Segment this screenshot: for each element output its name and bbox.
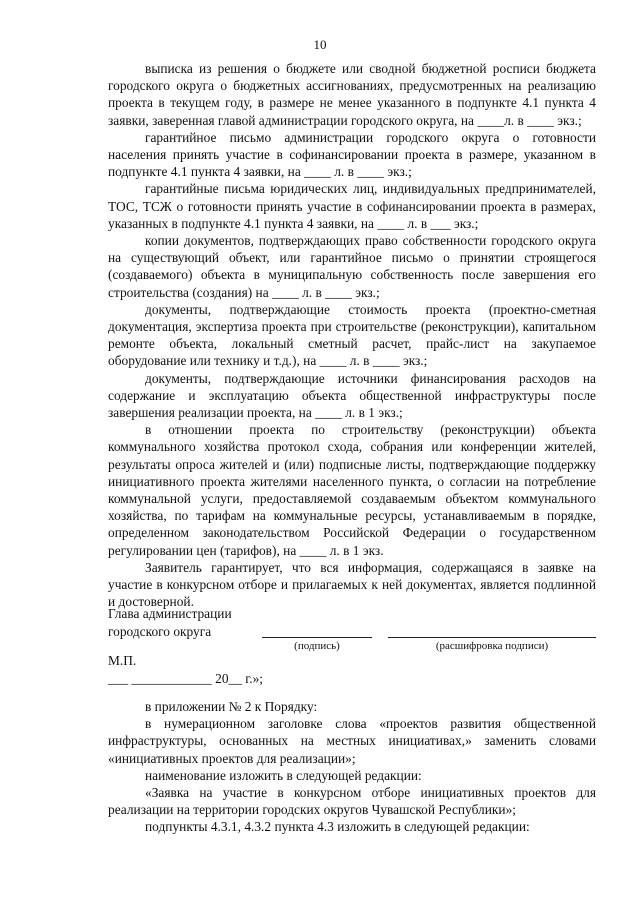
- paragraph: подпункты 4.3.1, 4.3.2 пункта 4.3 изложить в следующей редакции:: [145, 819, 530, 835]
- page-number: 10: [313, 37, 327, 52]
- signature-line: [262, 637, 372, 638]
- paragraph: гарантийное письмо администрации городского округа о готовности населения принять участие в софинансировании проекта в размере, указанном в подпункте 4.1 пункта 4 заявки, на ____ л. в ____ экз.;: [108, 129, 596, 180]
- paragraph: в приложении № 2 к Порядку:: [145, 699, 318, 714]
- signature-caption: (подпись): [294, 640, 340, 652]
- paragraph: документы, подтверждающие источники финансирования расходов на содержание и эксплуатацию объекта общественной инфраструктуры после завершения реализации проекта, на ____ л. в 1 экз.;: [108, 370, 596, 421]
- amendment-text: [108, 698, 596, 836]
- date-line: ___ ____________ 20__ г.»;: [108, 671, 263, 686]
- paragraph: наименование изложить в следующей редакции:: [145, 767, 422, 783]
- paragraph: копии документов, подтверждающих право собственности городского округа на существующий объект, или гарантийное письмо о принятии строящегося (создаваемого) объекта в муниципальную собственность после завершения его строительства (создания) на ____ л. в ____ экз.;: [108, 233, 596, 300]
- name-line: [388, 637, 596, 638]
- signature-title-1: Глава администрации: [108, 606, 232, 621]
- paragraph: выписка из решения о бюджете или сводной бюджетной росписи бюджета городского округа о бюджетных ассигнованиях, предусмотренных на реализацию проекта в текущем году, в размере не менее указанного в подпункте 4.1 пункта 4 заявки, заверенная главой администрации городского округа, на ____л. в ____ экз.;: [108, 61, 596, 128]
- name-caption: (расшифровка подписи): [435, 640, 549, 652]
- stamp-label: М.П.: [108, 653, 137, 668]
- main-text: [108, 60, 596, 611]
- paragraph: в отношении проекта по строительству (реконструкции) объекта коммунального хозяйства протокол схода, собрания или конференции жителей, результаты опроса жителей и (или) подписные листы, подтверждающие поддержку инициативного проекта жителями населенного пункта, о согласии на потребление коммунальной услуги, предоставляемой создаваемым объектом коммунального хозяйства, по тарифам на коммунальные ресурсы, устанавливаемым в порядке, определенном законодательством Российской Федерации о государственном регулировании цен (тарифов), на ____ л. в 1 экз.: [108, 422, 596, 558]
- paragraph: гарантийные письма юридических лиц, индивидуальных предпринимателей, ТОС, ТСЖ о готовности принять участие в софинансировании проекта в размерах, указанных в подпункте 4.1 пункта 4 заявки, на ____ л. в ___ экз.;: [108, 181, 596, 231]
- paragraph: документы, подтверждающие стоимость проекта (проектно-сметная документация, экспертиза проекта при строительстве (реконструкции), капитальном ремонте объекта, локальный сметный расчет, прайс-лист на закупаемое оборудование или технику и т.д.), на ____ л. в ____ экз.;: [108, 301, 596, 369]
- paragraph: в нумерационном заголовке слова «проектов развития общественной инфраструктуры, основанных на местных инициативах,» заменить словами «инициативных проектов для реализации»;: [108, 716, 596, 766]
- paragraph: Заявитель гарантирует, что вся информация, содержащаяся в заявке на участие в конкурсном отборе и прилагаемых к ней документах, является подлинной и достоверной.: [108, 559, 596, 610]
- paragraph: «Заявка на участие в конкурсном отборе инициативных проектов для реализации на территории городских округов Чувашской Республики»;: [108, 785, 596, 818]
- signature-title-2: городского округа: [108, 624, 212, 639]
